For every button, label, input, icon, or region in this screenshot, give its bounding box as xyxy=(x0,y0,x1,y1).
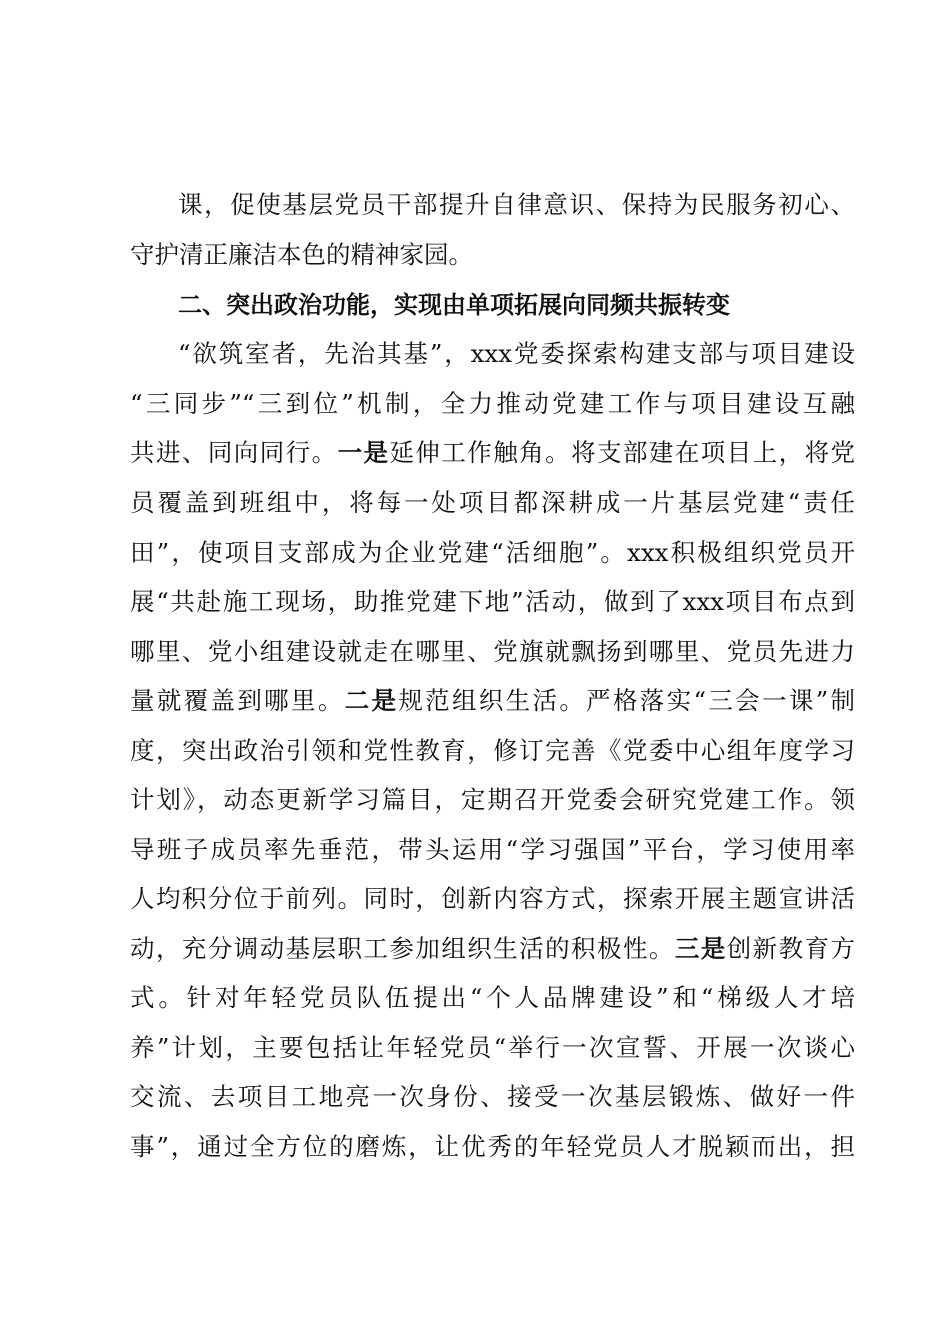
paragraph-line: 田”，使项目支部成为企业党建“活细胞”。xxx积极组织党员开 xyxy=(130,538,855,567)
text-run: 共进、同向同行。 xyxy=(130,438,338,467)
paragraph-line: 课，促使基层党员干部提升自律意识、保持为民服务初心、 xyxy=(178,190,855,219)
paragraph-line: 交流、去项目工地亮一次身份、接受一次基层锻炼、做好一件 xyxy=(130,1082,855,1111)
paragraph-line: 式。针对年轻党员队伍提出“个人品牌建设”和“梯级人才培 xyxy=(130,983,855,1012)
text-run: 动，充分调动基层职工参加组织生活的积极性。 xyxy=(130,934,675,963)
paragraph-line: 人均积分位于前列。同时，创新内容方式，探索开展主题宣讲活 xyxy=(130,884,855,913)
section-heading: 二、突出政治功能，实现由单项拓展向同频共振转变 xyxy=(178,291,730,319)
paragraph-line xyxy=(130,924,855,974)
text-run: 延伸工作触角。将支部建在项目上，将党 xyxy=(389,438,856,467)
paragraph-line: 计划》，动态更新学习篇目，定期召开党委会研究党建工作。领 xyxy=(130,785,855,814)
text-run: 量就覆盖到哪里。 xyxy=(130,686,345,715)
bold-marker: 二是 xyxy=(344,686,399,715)
text-run: 创新教育方 xyxy=(726,934,856,963)
paragraph-line xyxy=(130,676,855,726)
bold-marker: 三是 xyxy=(674,934,727,963)
paragraph-line: “欲筑室者，先治其基”，xxx党委探索构建支部与项目建设 xyxy=(178,339,855,368)
paragraph-line: 展“共赴施工现场，助推党建下地”活动，做到了xxx项目布点到 xyxy=(130,587,855,616)
paragraph-line: 哪里、党小组建设就走在哪里、党旗就飘扬到哪里、党员先进力 xyxy=(130,637,855,666)
paragraph-line: 守护清正廉洁本色的精神家园。 xyxy=(130,240,473,269)
paragraph-line: “三同步”“三到位”机制，全力推动党建工作与项目建设互融 xyxy=(130,389,855,418)
bold-marker: 一是 xyxy=(337,438,390,467)
paragraph-line: 员覆盖到班组中，将每一处项目都深耕成一片基层党建“责任 xyxy=(130,488,855,517)
paragraph-line xyxy=(130,428,855,478)
paragraph-line: 养”计划，主要包括让年轻党员“举行一次宣誓、开展一次谈心 xyxy=(130,1033,855,1062)
paragraph-line: 事”，通过全方位的磨炼，让优秀的年轻党员人才脱颖而出，担 xyxy=(130,1132,855,1161)
paragraph-line: 导班子成员率先垂范，带头运用“学习强国”平台，学习使用率 xyxy=(130,835,855,864)
paragraph-line: 度，突出政治引领和党性教育，修订完善《党委中心组年度学习 xyxy=(130,736,855,765)
text-run: 规范组织生活。严格落实“三会一课”制 xyxy=(398,686,856,715)
